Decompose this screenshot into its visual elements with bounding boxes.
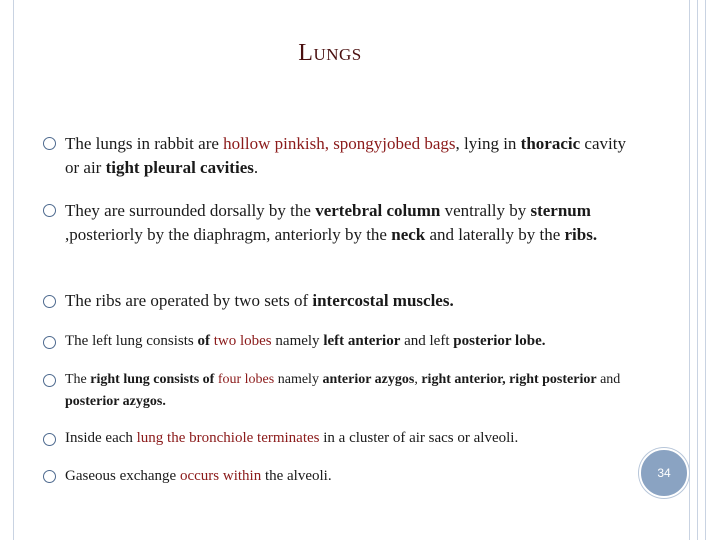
right-border-line-1 bbox=[689, 0, 690, 540]
right-border-line-2 bbox=[697, 0, 698, 540]
bullet-icon bbox=[43, 374, 56, 387]
bullet-icon bbox=[43, 336, 56, 349]
list-item: The lungs in rabbit are hollow pinkish, spongyjobed bags, lying in thoracic cavity or air tight pleural cavities. bbox=[65, 134, 626, 177]
bullet-icon bbox=[43, 433, 56, 446]
bullet-icon bbox=[43, 470, 56, 483]
title-rest: UNGS bbox=[313, 45, 362, 64]
title-initial: L bbox=[298, 40, 314, 66]
bullet-icon bbox=[43, 204, 56, 217]
list-item: Gaseous exchange occurs within the alveoli. bbox=[65, 468, 332, 484]
bullet-icon bbox=[43, 295, 56, 308]
left-border-decoration bbox=[0, 0, 14, 540]
right-border-line-3 bbox=[705, 0, 706, 540]
list-item: The ribs are operated by two sets of intercostal muscles. bbox=[65, 291, 454, 310]
page-number-badge: 34 bbox=[639, 448, 689, 498]
page-title bbox=[0, 40, 660, 67]
list-item: The right lung consists of four lobes namely anterior azygos, right anterior, right posterior and posterior azygos. bbox=[65, 372, 621, 409]
bullet-icon bbox=[43, 137, 56, 150]
list-item: The left lung consists of two lobes namely left anterior and left posterior lobe. bbox=[65, 333, 546, 349]
list-item: They are surrounded dorsally by the vertebral column ventrally by sternum ,posteriorly by the diaphragm, anteriorly by the neck and laterally by the ribs. bbox=[65, 201, 598, 244]
list-item: Inside each lung the bronchiole terminates in a cluster of air sacs or alveoli. bbox=[65, 430, 519, 446]
